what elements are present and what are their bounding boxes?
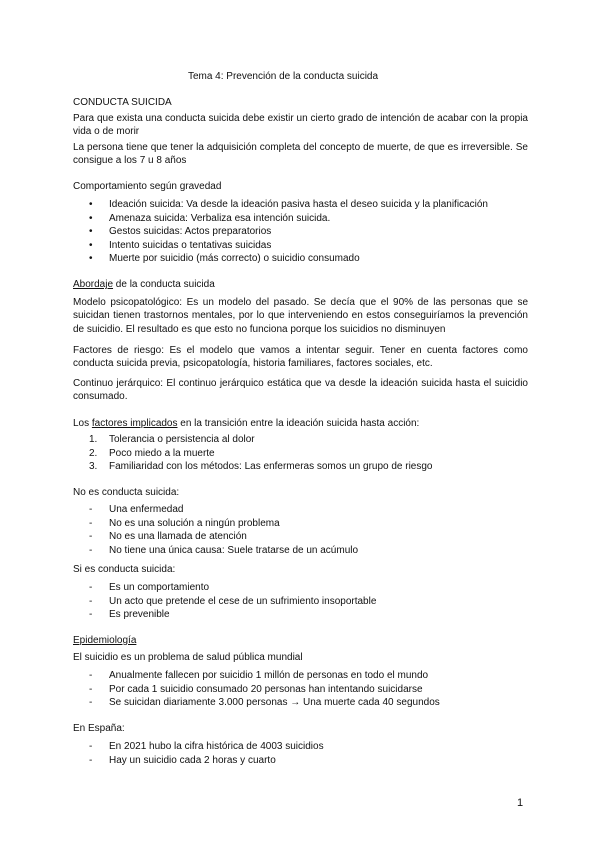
item-text: No tiene una única causa: Suele tratarse de un acúmulo <box>109 544 359 556</box>
item-text: Amenaza suicida: Verbaliza esa intención suicida. <box>109 212 331 224</box>
item-text: Es prevenible <box>109 609 170 620</box>
page-number: 1 <box>517 797 524 809</box>
bullet-icon: • <box>89 239 93 251</box>
dash-icon: - <box>89 609 93 620</box>
text: en la transición entre la ideación suicida hasta acción: <box>177 418 420 429</box>
item-text: Familiaridad con los métodos: Las enfermeras somos un grupo de riesgo <box>109 461 433 472</box>
bullet-icon: • <box>89 226 93 237</box>
list-item <box>73 212 528 226</box>
list-item <box>73 740 528 754</box>
dash-icon: - <box>89 754 93 766</box>
number: 1. <box>89 434 98 445</box>
item-text: No es una llamada de atención <box>109 531 247 542</box>
item-text: Una enfermedad <box>109 504 184 515</box>
item-text: Tolerancia o persistencia al dolor <box>109 434 255 445</box>
list-item <box>73 544 528 558</box>
list-item <box>73 530 528 544</box>
underlined-text: factores implicados <box>91 418 178 429</box>
subheading <box>73 278 528 291</box>
text: Los <box>73 418 92 429</box>
list-item <box>73 503 528 517</box>
list-item <box>73 252 528 266</box>
bullet-icon: • <box>89 199 93 210</box>
list-item <box>73 198 528 212</box>
subheading: No es conducta suicida: <box>73 487 180 498</box>
dash-icon: - <box>89 517 93 529</box>
paragraph: El suicidio es un problema de salud pública mundial <box>73 652 303 663</box>
subheading: Si es conducta suicida: <box>73 564 176 575</box>
list-item <box>73 239 528 253</box>
subheading <box>73 417 528 430</box>
espana-list <box>73 740 528 767</box>
list-item <box>73 669 528 683</box>
paragraph: Para que exista una conducta suicida debe existir un cierto grado de intención de acabar con la propia vida o de morir <box>73 113 528 138</box>
item-text: Ideación suicida: Va desde la ideación pasiva hasta el deseo suicida y la planificación <box>109 199 488 210</box>
item-text: Por cada 1 suicidio consumado 20 personas han intentando suicidarse <box>109 683 423 695</box>
si-es-list <box>73 581 528 622</box>
list-item <box>73 608 528 622</box>
item-text: Hay un suicidio cada 2 horas y cuarto <box>109 754 276 766</box>
page-title: Tema 4: Prevención de la conducta suicida <box>187 71 379 82</box>
paragraph: Modelo psicopatológico: Es un modelo del pasado. Se decía que el 90% de las personas que se suicidan tienen trastornos mentales, por lo que interveniendo en estos conseguiríamos la prevención de suicidio. El resultado es que esto no funciona porque los suicidios no disminuyen <box>73 297 528 335</box>
subheading <box>73 634 528 647</box>
number: 3. <box>89 461 98 472</box>
bullet-icon: • <box>89 212 93 224</box>
dash-icon: - <box>89 595 93 607</box>
list-item <box>73 683 528 697</box>
item-text: No es una solución a ningún problema <box>109 517 280 529</box>
list-item <box>73 460 528 474</box>
dash-icon: - <box>89 531 93 542</box>
item-text: Un acto que pretende el cese de un sufrimiento insoportable <box>109 595 377 607</box>
number: 2. <box>89 447 98 459</box>
list-item <box>73 225 528 239</box>
list-item <box>73 517 528 531</box>
item-text: Gestos suicidas: Actos preparatorios <box>109 226 272 237</box>
paragraph: Continuo jerárquico: El continuo jerárquico estática que va desde la ideación suicida hasta el suicidio consumado. <box>73 378 528 403</box>
item-text: Poco miedo a la muerte <box>109 447 215 459</box>
gravedad-list <box>73 198 528 266</box>
list-item <box>73 447 528 461</box>
list-item <box>73 595 528 609</box>
underlined-text: Epidemiología <box>73 635 137 646</box>
no-es-list <box>73 503 528 557</box>
item-text: Es un comportamiento <box>109 582 210 593</box>
section-heading: CONDUCTA SUICIDA <box>73 97 172 108</box>
item-text: En 2021 hubo la cifra histórica de 4003 suicidios <box>109 741 324 752</box>
dash-icon: - <box>89 544 93 556</box>
list-item <box>73 696 528 710</box>
dash-icon: - <box>89 504 93 515</box>
item-text: Muerte por suicidio (más correcto) o suicidio consumado <box>109 253 360 264</box>
paragraph: La persona tiene que tener la adquisición completa del concepto de muerte, de que es irreversible. Se consigue a los 7 u 8 años <box>73 142 528 167</box>
item-text: Se suicidan diariamente 3.000 personas → Una muerte cada 40 segundos <box>109 697 440 708</box>
list-item <box>73 581 528 595</box>
dash-icon: - <box>89 741 93 752</box>
dash-icon: - <box>89 697 93 708</box>
item-text: Anualmente fallecen por suicidio 1 millón de personas en todo el mundo <box>109 670 429 681</box>
dash-icon: - <box>89 582 93 593</box>
subheading: Comportamiento según gravedad <box>73 181 222 192</box>
bullet-icon: • <box>89 253 93 264</box>
underlined-text: Abordaje <box>73 279 114 290</box>
text: de la conducta suicida <box>113 279 215 290</box>
item-text: Intento suicidas o tentativas suicidas <box>109 239 272 251</box>
dash-icon: - <box>89 683 93 695</box>
list-item <box>73 754 528 768</box>
factores-list <box>73 433 528 474</box>
dash-icon: - <box>89 670 93 681</box>
paragraph: Factores de riesgo: Es el modelo que vamos a intentar seguir. Tener en cuenta factores como conducta suicida previa, psicopatología, historia familiares, factores sociales, etc. <box>73 345 528 370</box>
epidemiologia-list <box>73 669 528 710</box>
list-item <box>73 433 528 447</box>
subheading: En España: <box>73 723 125 734</box>
